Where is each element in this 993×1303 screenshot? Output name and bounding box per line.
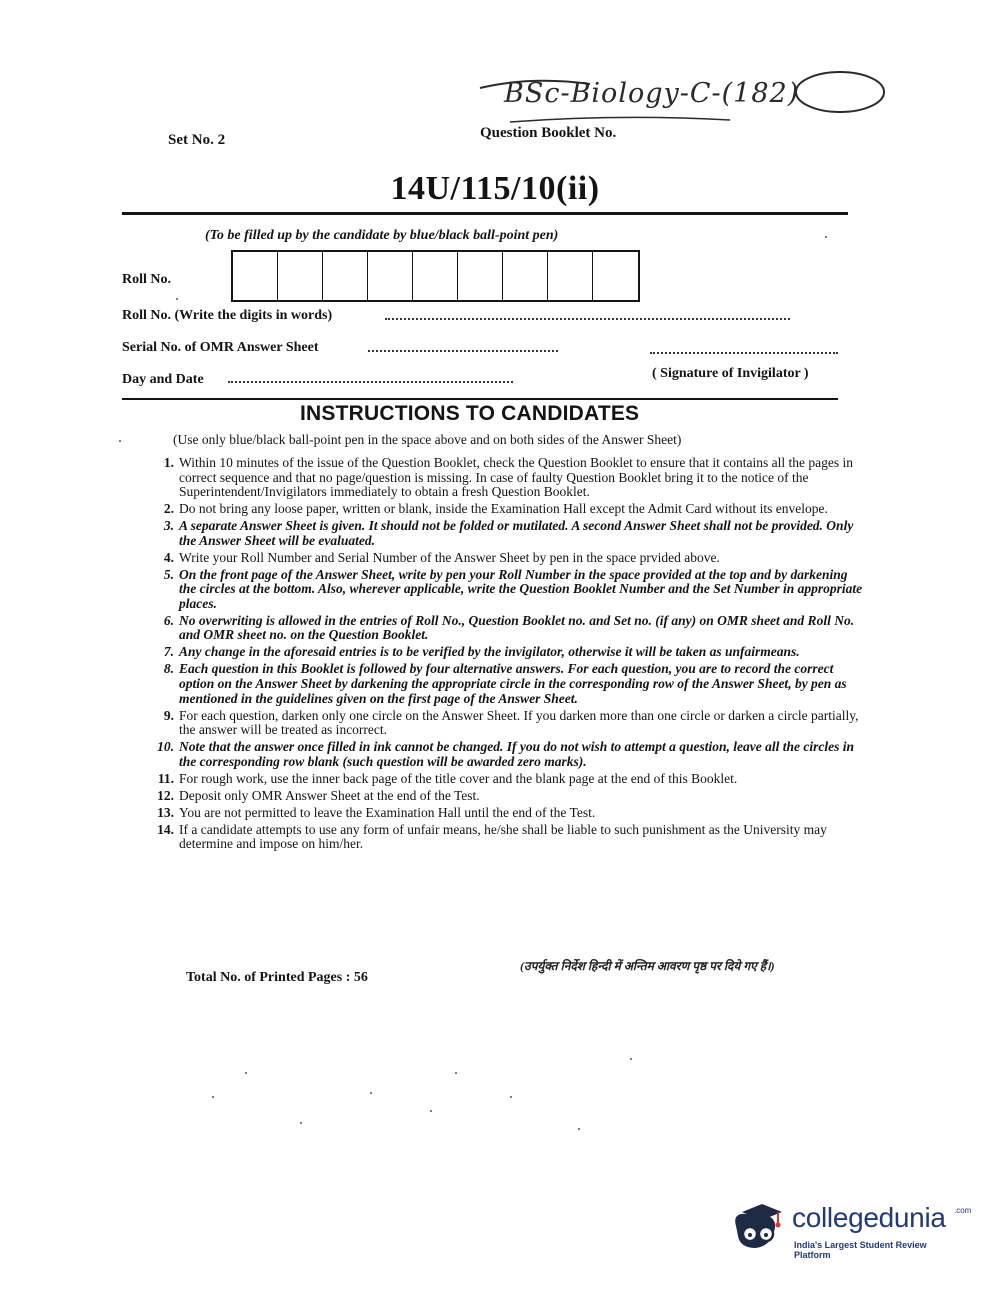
invigilator-signature-label: ( Signature of Invigilator ) <box>652 366 809 381</box>
instructions-intro: (Use only blue/black ball-point pen in the space above and on both sides of the Answer Sheet) <box>173 432 682 447</box>
scan-speck <box>212 1096 214 1098</box>
instruction-item: 1. Within 10 minutes of the issue of the Question Booklet, check the Question Booklet to ensure that it contains all the pages in correct sequence and that no page/question is missing. In case of faulty Question Booklet bring it to the notice of the Superintendent/Invigilators immediately to obtain a fresh Question Booklet. <box>163 455 853 500</box>
roll-words-line[interactable] <box>385 318 790 320</box>
total-pages: Total No. of Printed Pages : 56 <box>186 970 368 985</box>
roll-digit-box[interactable] <box>413 252 458 300</box>
scan-speck <box>455 1072 457 1074</box>
instruction-item: 7. Any change in the aforesaid entries is to be verified by the invigilator, otherwise it will be taken as unfairmeans. <box>163 644 800 660</box>
roll-number-boxes[interactable] <box>231 250 640 302</box>
roll-digit-box[interactable] <box>368 252 413 300</box>
scan-speck <box>430 1110 432 1112</box>
instruction-item: 2. Do not bring any loose paper, written or blank, inside the Examination Hall except the Admit Card without its envelope. <box>163 501 828 517</box>
roll-digit-box[interactable] <box>593 252 638 300</box>
set-number: Set No. 2 <box>168 132 226 148</box>
collegedunia-logo <box>722 1198 972 1260</box>
scan-speck <box>510 1096 512 1098</box>
fill-instruction-note: (To be filled up by the candidate by blue/black ball-point pen) <box>205 228 559 243</box>
instructions-heading: INSTRUCTIONS TO CANDIDATES <box>300 402 640 425</box>
logo-tagline: India's Largest Student Review Platform <box>794 1240 927 1260</box>
hindi-note: (उपर्युक्त निर्देश हिन्दी में अन्तिम आवरण पृष्ठ पर दिये गए हैं।) <box>520 959 775 973</box>
roll-digit-box[interactable] <box>278 252 323 300</box>
scan-speck <box>370 1092 372 1094</box>
instruction-item: 12. Deposit only OMR Answer Sheet at the end of the Test. <box>157 787 480 803</box>
logo-domain: .com <box>954 1206 972 1215</box>
roll-digit-box[interactable] <box>458 252 503 300</box>
instruction-item: 5. On the front page of the Answer Sheet, write by pen your Roll Number in the space provided at the top and by darkening the circles at the bottom. Also, wherever applicable, write the Question Booklet Number and the Set Number in appropriate places. <box>163 566 863 611</box>
roll-digit-box[interactable] <box>323 252 368 300</box>
handwritten-subject-note: BSc-Biology-C-(182) <box>470 62 890 132</box>
day-date-line[interactable] <box>228 381 513 383</box>
instruction-item: 13. You are not permitted to leave the Examination Hall until the end of the Test. <box>157 804 596 820</box>
scan-speck <box>119 440 121 442</box>
scan-speck <box>300 1122 302 1124</box>
instruction-item: 9. For each question, darken only one circle on the Answer Sheet. If you darken more than one circle or darken a circle partially, the answer will be treated as incorrect. <box>163 707 859 738</box>
logo-wordmark: collegedunia <box>792 1202 946 1233</box>
instruction-item: 3. A separate Answer Sheet is given. It should not be folded or mutilated. A second Answer Sheet shall not be provided. Only the Answer Sheet will be evaluated. <box>163 518 854 548</box>
instruction-item: 10. Note that the answer once filled in ink cannot be changed. If you do not wish to attempt a question, leave all the circles in the corresponding row blank (such question will be awarded zero marks). <box>157 739 855 769</box>
omr-serial-label: Serial No. of OMR Answer Sheet <box>122 340 319 355</box>
instruction-item: 11. For rough work, use the inner back page of the title cover and the blank page at the end of this Booklet. <box>157 770 738 786</box>
instruction-item: 6. No overwriting is allowed in the entries of Roll No., Question Booklet no. and Set no. (if any) on OMR sheet and Roll No. and OMR sheet no. on the Question Booklet. <box>163 612 855 643</box>
signature-line <box>650 352 838 354</box>
scan-speck <box>578 1128 580 1130</box>
mascot-icon <box>722 1198 792 1258</box>
roll-digit-box[interactable] <box>548 252 593 300</box>
scan-speck <box>245 1072 247 1074</box>
instruction-item: 4. Write your Roll Number and Serial Number of the Answer Sheet by pen in the space prvided above. <box>163 549 720 565</box>
omr-serial-line[interactable] <box>368 350 558 352</box>
roll-digit-box[interactable] <box>503 252 548 300</box>
scan-speck <box>825 236 827 238</box>
roll-no-label: Roll No. <box>122 272 171 287</box>
middle-rule <box>122 398 838 400</box>
roll-words-label: Roll No. (Write the digits in words) <box>122 308 333 323</box>
paper-code: 14U/115/10(ii) <box>390 170 600 207</box>
question-booklet-label: Question Booklet No. <box>480 125 617 141</box>
day-date-label: Day and Date <box>122 372 204 387</box>
scan-speck <box>176 298 178 300</box>
roll-digit-box[interactable] <box>233 252 278 300</box>
scan-speck <box>630 1058 632 1060</box>
top-rule <box>122 212 848 215</box>
instructions-list <box>146 456 866 854</box>
instruction-item: 14. If a candidate attempts to use any form of unfair means, he/she shall be liable to such punishment as the University may determine and impose on him/her. <box>157 821 827 852</box>
instruction-item: 8. Each question in this Booklet is followed by four alternative answers. For each question, you are to record the correct option on the Answer Sheet by darkening the appropriate circle in the corresponding row of the Answer Sheet, by pen as mentioned in the guidelines given on the first page of the Answer Sheet. <box>163 661 847 706</box>
